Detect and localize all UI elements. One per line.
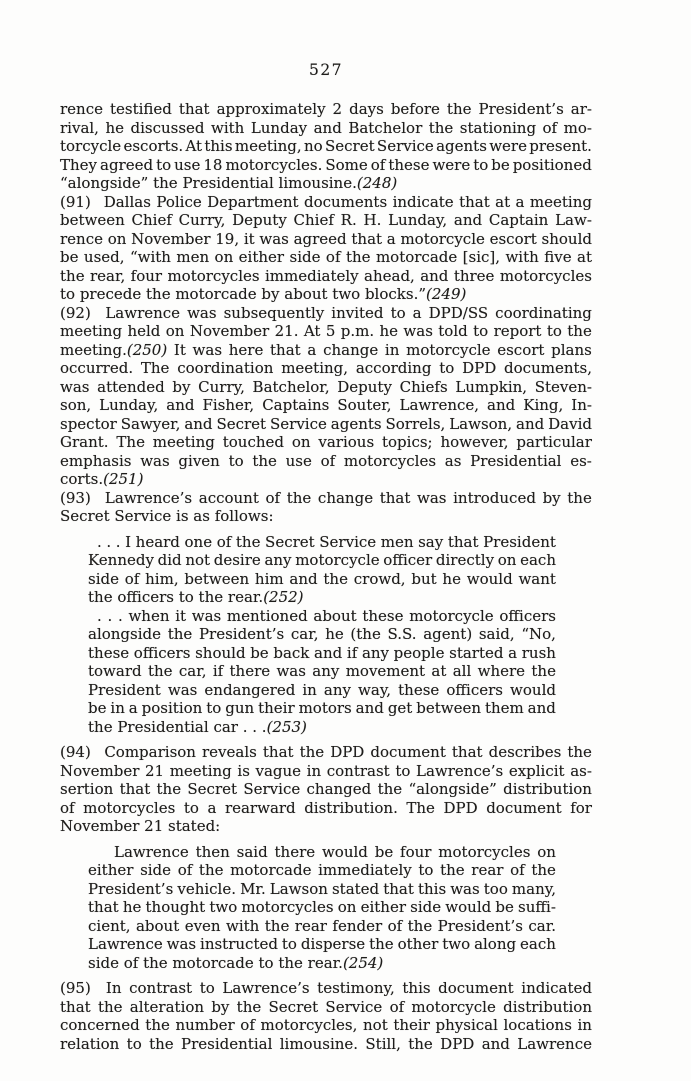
text-line: “alongside” the Presidential limousine.(248) — [60, 174, 398, 192]
block-quote — [88, 843, 556, 973]
text-line: the rear, four motorcycles immediately ahead, and three motorcycles — [60, 266, 592, 285]
block-quote — [88, 607, 556, 737]
text-line: Grant. The meeting touched on various topics; however, particular — [60, 433, 592, 451]
text-line: (94) Comparison reveals that the DPD document that describes the — [60, 743, 592, 761]
text-line: alongside the President’s car, he (the S.S. agent) said, “No, — [88, 625, 556, 643]
text-line: They agreed to use 18 motorcycles. Some of these were to be positioned — [60, 155, 592, 174]
paragraph — [60, 489, 592, 526]
text-line: either side of the motorcade immediately to the rear of the — [88, 861, 556, 879]
text-line: that he thought two motorcycles on either side would be suffi- — [88, 898, 556, 916]
text-line: son, Lunday, and Fisher, Captains Souter, Lawrence, and King, In- — [60, 396, 592, 414]
text-line: concerned the number of motorcycles, not their physical locations in — [60, 1016, 592, 1034]
text-line: toward the car, if there was any movement at all where the — [88, 662, 556, 680]
text-line: rival, he discussed with Lunday and Batchelor the stationing of mo- — [60, 118, 592, 137]
page-number: 527 — [308, 61, 344, 79]
text-line: (92) Lawrence was subsequently invited to a DPD/SS coordinating — [60, 303, 592, 322]
page-text-column — [60, 100, 592, 1053]
text-line: the Presidential car . . .(253) — [88, 717, 307, 736]
text-line: to precede the motorcade by about two blocks.”(249) — [60, 285, 467, 303]
paragraph — [60, 743, 592, 836]
text-line: spector Sawyer, and Secret Service agents Sorrels, Lawson, and David — [60, 414, 592, 433]
text-line: that the alteration by the Secret Service of motorcycle distribution — [60, 997, 592, 1016]
text-line: emphasis was given to the use of motorcycles as Presidential es- — [60, 451, 592, 470]
text-line: Lawrence was instructed to disperse the other two along each — [88, 935, 556, 953]
text-line: Secret Service is as follows: — [60, 507, 274, 525]
block-quote — [88, 533, 556, 607]
text-line: . . . I heard one of the Secret Service men say that President — [97, 532, 556, 551]
text-line: Kennedy did not desire any motorcycle officer directly on each — [88, 551, 556, 569]
text-line: rence on November 19, it was agreed that a motorcycle escort should — [60, 229, 592, 248]
text-line: President was endangered in any way, these officers would — [88, 680, 556, 699]
text-line: (95) In contrast to Lawrence’s testimony, this document indicated — [60, 979, 592, 997]
paragraph — [60, 304, 592, 489]
text-line: the officers to the rear.(252) — [88, 588, 304, 606]
text-line: rence testified that approximately 2 days before the President’s ar- — [60, 100, 592, 118]
text-line: of motorcycles to a rearward distribution. The DPD document for — [60, 798, 592, 817]
text-line: (93) Lawrence’s account of the change that was introduced by the — [60, 488, 592, 507]
paragraph — [60, 100, 592, 193]
text-line: President’s vehicle. Mr. Lawson stated that this was too many, — [88, 879, 556, 898]
text-line: Lawrence then said there would be four motorcycles on — [114, 842, 556, 861]
text-line: side of him, between him and the crowd, but he would want — [88, 569, 556, 588]
text-line: November 21 stated: — [60, 817, 221, 835]
text-line: be in a position to gun their motors and get between them and — [88, 699, 556, 717]
text-line: side of the motorcade to the rear.(254) — [88, 953, 384, 972]
text-line: meeting held on November 21. At 5 p.m. he was told to report to the — [60, 322, 592, 340]
text-line: between Chief Curry, Deputy Chief R. H. Lunday, and Captain Law- — [60, 211, 592, 229]
text-line: . . . when it was mentioned about these motorcycle officers — [97, 606, 556, 625]
text-line: November 21 meeting is vague in contrast to Lawrence’s explicit as- — [60, 761, 592, 780]
text-line: be used, “with men on either side of the motorcade [sic], with five at — [60, 248, 592, 266]
paragraph — [60, 979, 592, 1053]
text-line: meeting.(250) It was here that a change in motorcycle escort plans — [60, 340, 592, 359]
text-line: cient, about even with the rear fender of the President’s car. — [88, 916, 556, 935]
text-line: occurred. The coordination meeting, according to DPD documents, — [60, 359, 592, 377]
text-line: sertion that the Secret Service changed the “alongside” distribution — [60, 780, 592, 798]
text-line: torcycle escorts. At this meeting, no Secret Service agents were present. — [60, 137, 592, 155]
text-line: (91) Dallas Police Department documents indicate that at a meeting — [60, 192, 592, 211]
text-line: relation to the Presidential limousine. Still, the DPD and Lawrence — [60, 1034, 592, 1053]
text-line: these officers should be back and if any people started a rush — [88, 643, 556, 662]
paragraph — [60, 193, 592, 304]
text-line: was attended by Curry, Batchelor, Deputy Chiefs Lumpkin, Steven- — [60, 377, 592, 396]
text-line: corts.(251) — [60, 470, 144, 488]
